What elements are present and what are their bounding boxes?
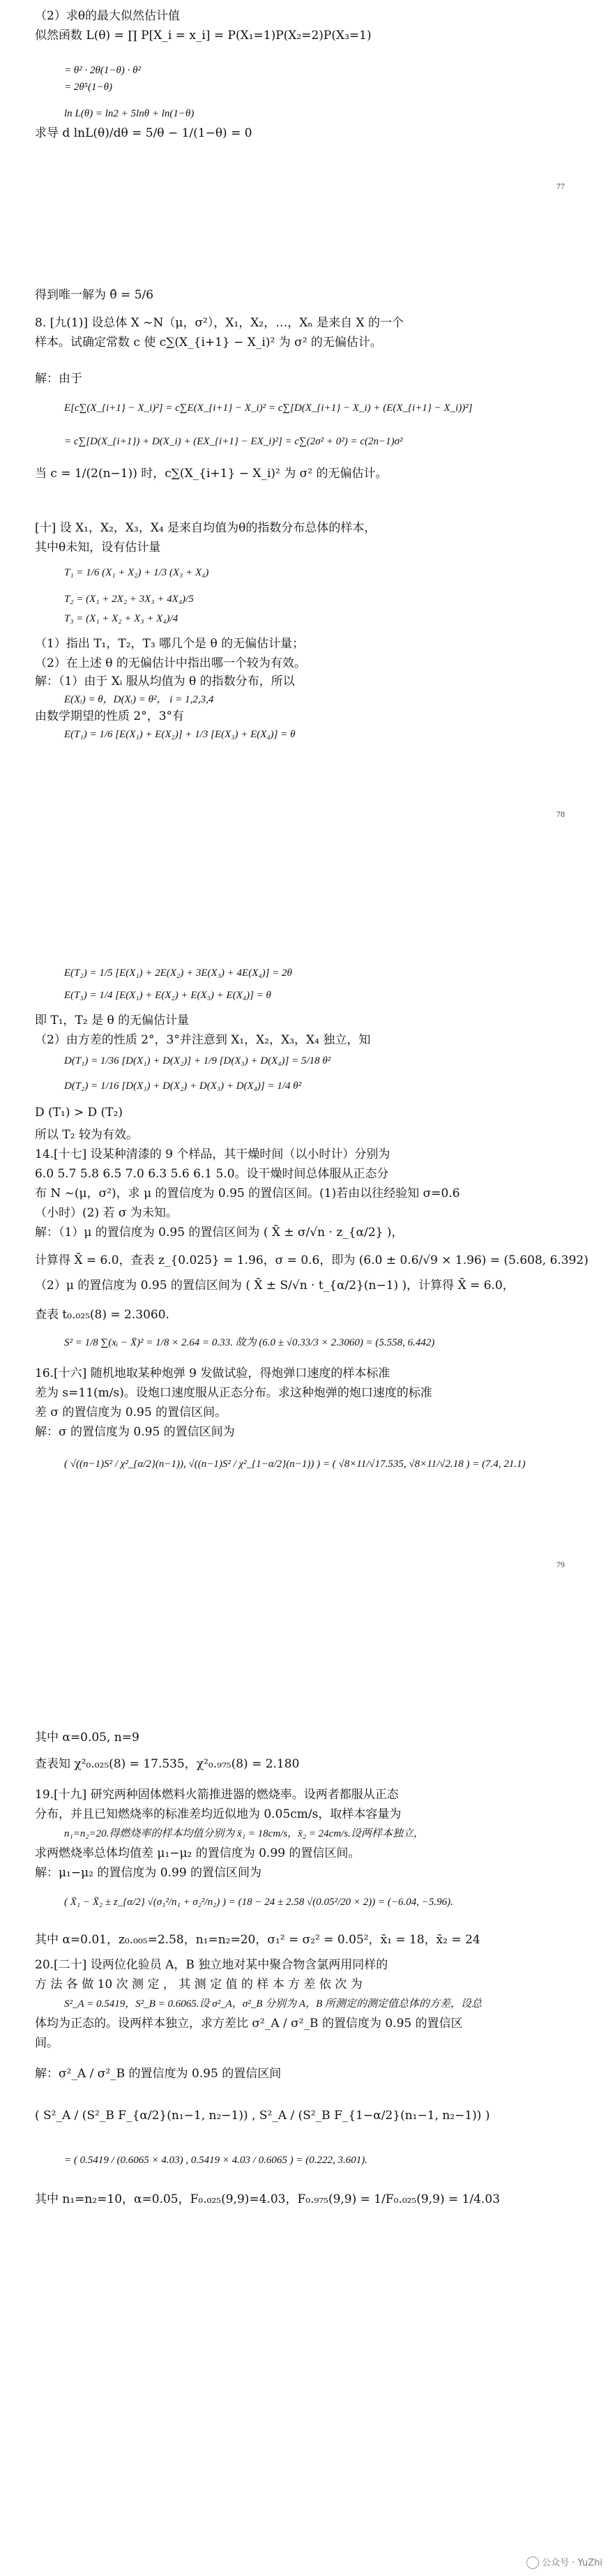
text-line: 查表 t₀.₀₂₅(8) = 2.3060. <box>35 1308 169 1322</box>
text-line: E(Xᵢ) = θ，D(Xᵢ) = θ²， i = 1,2,3,4 <box>64 694 214 705</box>
text-line: 似然函数 L(θ) = ∏ P[X_i = x_i] = P(X₁=1)P(X₂=2)P(X₃=1) <box>35 29 372 43</box>
text-line: （小时）(2) 若 σ 为未知。 <box>35 1206 178 1220</box>
text-line: 求两燃烧率总体均值差 μ₁−μ₂ 的置信度为 0.99 的置信区间。 <box>35 1846 360 1860</box>
text-line: 14.[十七] 设某种清漆的 9 个样品，其干燥时间（以小时计）分别为 <box>35 1147 390 1161</box>
text-line: 其中 α=0.01，z₀.₀₀₅=2.58，n₁=n₂=20，σ₁² = σ₂² = 0.05²，x̄₁ = 18，x̄₂ = 24 <box>35 1933 480 1947</box>
text-line: 解：（1）μ 的置信度为 0.95 的置信区间为 ( X̄ ± σ/√n · z_{α/2} )， <box>35 1226 404 1240</box>
text-line: 查表知 χ²₀.₀₂₅(8) = 17.535，χ²₀.₉₇₅(8) = 2.180 <box>35 1757 300 1771</box>
text-line: 得到唯一解为 θ̂ = 5/6 <box>35 288 154 302</box>
text-line: E(T₃) = 1/4 [E(X₁) + E(X₂) + E(X₃) + E(X₄)] = θ <box>64 990 271 1001</box>
text-line: ( X̄₁ − X̄₂ ± z_{α/2} √(σ₁²/n₁ + σ₂²/n₂) ) = (18 − 24 ± 2.58 √(0.05²/20 × 2)) = (−6.04, −5.96). <box>64 1897 453 1908</box>
text-line: 样本。试确定常数 c 使 c∑(X_{i+1} − X_i)² 为 σ² 的无偏估计。 <box>35 336 382 349</box>
text-line: E(T₁) = 1/6 [E(X₁) + E(X₂)] + 1/3 [E(X₃) + E(X₄)] = θ <box>64 729 296 740</box>
text-line: 求导 d lnL(θ)/dθ = 5/θ − 1/(1−θ) = 0 <box>35 126 252 140</box>
text-line: 差为 s=11(m/s)。设炮口速度服从正态分布。求这种炮弹的炮口速度的标准 <box>35 1386 432 1400</box>
text-line: T₁ = 1/6 (X₁ + X₂) + 1/3 (X₃ + X₄) <box>64 567 209 578</box>
text-line: 解：μ₁−μ₂ 的置信度为 0.99 的置信区间为 <box>35 1866 262 1880</box>
page-number: 77 <box>556 181 565 191</box>
text-line: D(T₁) = 1/36 [D(X₁) + D(X₂)] + 1/9 [D(X₃) + D(X₄)] = 5/18 θ² <box>64 1055 331 1067</box>
text-line: T₃ = (X₁ + X₂ + X₃ + X₄)/4 <box>64 613 178 624</box>
text-line: [十] 设 X₁，X₂，X₃，X₄ 是来自均值为θ的指数分布总体的样本， <box>35 521 377 535</box>
text-line: E(T₂) = 1/5 [E(X₁) + 2E(X₂) + 3E(X₃) + 4E(X₄)] = 2θ <box>64 967 292 979</box>
text-line: E[c∑(X_{i+1} − X_i)²] = c∑E(X_{i+1} − X_i)² = c∑[D(X_{i+1} − X_i) + (E(X_{i+1} − X_i))²] <box>64 402 473 414</box>
text-line: （2）由方差的性质 2°，3°并注意到 X₁，X₂，X₃，X₄ 独立，知 <box>35 1033 371 1047</box>
page-number: 79 <box>556 1560 565 1569</box>
text-line: ( S²_A / (S²_B F_{α/2}(n₁−1, n₂−1)) , S²_A / (S²_B F_{1−α/2}(n₁−1, n₂−1)) ) <box>35 2109 490 2123</box>
text-line: 计算得 X̄ = 6.0，查表 z_{0.025} = 1.96，σ = 0.6，即为 (6.0 ± 0.6/√9 × 1.96) = (5.608, 6.392) <box>35 1253 588 1267</box>
text-line: 解：（1）由于 Xᵢ 服从均值为 θ 的指数分布，所以 <box>35 675 295 688</box>
text-line: n₁=n₂=20.得燃烧率的样本均值分别为 x̄₁ = 18cm/s，x̄₂ = 24cm/s.设两样本独立， <box>64 1828 424 1839</box>
text-line: S²_A = 0.5419，S²_B = 0.6065.设 σ²_A，σ²_B 分别为 A，B 所测定的测定值总体的方差，设总 <box>64 1998 482 2010</box>
text-line: = ( 0.5419 / (0.6065 × 4.03) , 0.5419 × 4.03 / 0.6065 ) = (0.222, 3.601). <box>64 2155 368 2166</box>
text-line: 其中 n₁=n₂=10，α=0.05，F₀.₀₂₅(9,9)=4.03，F₀.₉₇₅(9,9) = 1/F₀.₀₂₅(9,9) = 1/4.03 <box>35 2192 501 2206</box>
text-line: = 2θ⁵(1−θ) <box>64 82 112 93</box>
text-line: D(T₂) = 1/16 [D(X₁) + D(X₂) + D(X₃) + D(X₄)] = 1/4 θ² <box>64 1080 302 1092</box>
text-line: D (T₁) > D (T₂) <box>35 1106 123 1120</box>
text-line: S² = 1/8 ∑(xᵢ − X̄)² = 1/8 × 2.64 = 0.33. 故为 (6.0 ± √0.33/3 × 2.3060) = (5.558, 6.442) <box>64 1337 435 1348</box>
watermark <box>526 2555 602 2570</box>
text-line: 8. [九(1)] 设总体 X ~N（μ，σ²），X₁，X₂，…，Xₙ 是来自 X 的一个 <box>35 316 404 330</box>
text-line: 方 法 各 做 10 次 测 定 ， 其 测 定 值 的 样 本 方 差 依 次 为 <box>35 1978 363 1991</box>
text-line: 解：σ²_A / σ²_B 的置信度为 0.95 的置信区间 <box>35 2067 282 2081</box>
text-line: 分布，并且已知燃烧率的标准差均近似地为 0.05cm/s，取样本容量为 <box>35 1807 402 1821</box>
text-line: 间。 <box>35 2036 59 2050</box>
text-line: （2）在上述 θ 的无偏估计中指出哪一个较为有效。 <box>35 656 306 670</box>
text-line: 19.[十九] 研究两种固体燃料火箭推进器的燃烧率。设两者都服从正态 <box>35 1788 399 1802</box>
text-line: = c∑[D(X_{i+1}) + D(X_i) + (EX_{i+1} − EX_i)²] = c∑(2σ² + 0²) = c(2n−1)σ² <box>64 436 403 447</box>
wechat-icon <box>526 2556 539 2569</box>
text-line: T₂ = (X₁ + 2X₂ + 3X₃ + 4X₄)/5 <box>64 594 194 605</box>
text-line: 体均为正态的。设两样本独立，求方差比 σ²_A / σ²_B 的置信度为 0.95 的置信区 <box>35 2017 463 2031</box>
text-line: 解：σ 的置信度为 0.95 的置信区间为 <box>35 1425 235 1439</box>
text-line: ( √((n−1)S² / χ²_{α/2}(n−1)), √((n−1)S² / χ²_{1−α/2}(n−1)) ) = ( √8×11/√17.535, √8×11/√2.18 ) = (7.4, 21.1) <box>64 1459 526 1470</box>
text-line: 当 c = 1/(2(n−1)) 时，c∑(X_{i+1} − X_i)² 为 σ² 的无偏估计。 <box>35 467 388 481</box>
text-line: 由数学期望的性质 2°，3°有 <box>35 709 185 723</box>
text-line: （2）μ 的置信度为 0.95 的置信区间为 ( X̄ ± S/√n · t_{α/2}(n−1) )，计算得 X̄ = 6.0， <box>35 1279 515 1293</box>
text-line: 20.[二十] 设两位化验员 A，B 独立地对某中聚合物含氯两用同样的 <box>35 1958 388 1972</box>
text-line: 布 N ~(μ，σ²)，求 μ 的置信度为 0.95 的置信区间。(1)若由以往经验知 σ=0.6 <box>35 1187 460 1200</box>
text-line: 即 T₁，T₂ 是 θ 的无偏估计量 <box>35 1014 190 1027</box>
text-line: 6.0 5.7 5.8 6.5 7.0 6.3 5.6 6.1 5.0。设干燥时间总体服从正态分 <box>35 1167 389 1181</box>
text-line: 所以 T₂ 较为有效。 <box>35 1128 138 1142</box>
text-line: 其中θ未知，设有估计量 <box>35 541 161 555</box>
watermark-text: 公众号 · YuZhi <box>542 2557 602 2568</box>
text-line: 16.[十六] 随机地取某种炮弹 9 发做试验，得炮弹口速度的样本标准 <box>35 1366 390 1380</box>
page-number: 78 <box>556 809 565 819</box>
text-line: 差 σ 的置信度为 0.95 的置信区间。 <box>35 1406 227 1419</box>
text-line: （2）求θ的最大似然估计值 <box>35 9 181 23</box>
text-line: ln L(θ) = ln2 + 5lnθ + ln(1−θ) <box>64 108 195 119</box>
text-line: 解：由于 <box>35 372 82 386</box>
text-line: 其中 α=0.05, n=9 <box>35 1731 139 1745</box>
text-line: = θ² · 2θ(1−θ) · θ² <box>64 65 141 76</box>
text-line: （1）指出 T₁，T₂，T₃ 哪几个是 θ 的无偏估计量； <box>35 637 305 651</box>
